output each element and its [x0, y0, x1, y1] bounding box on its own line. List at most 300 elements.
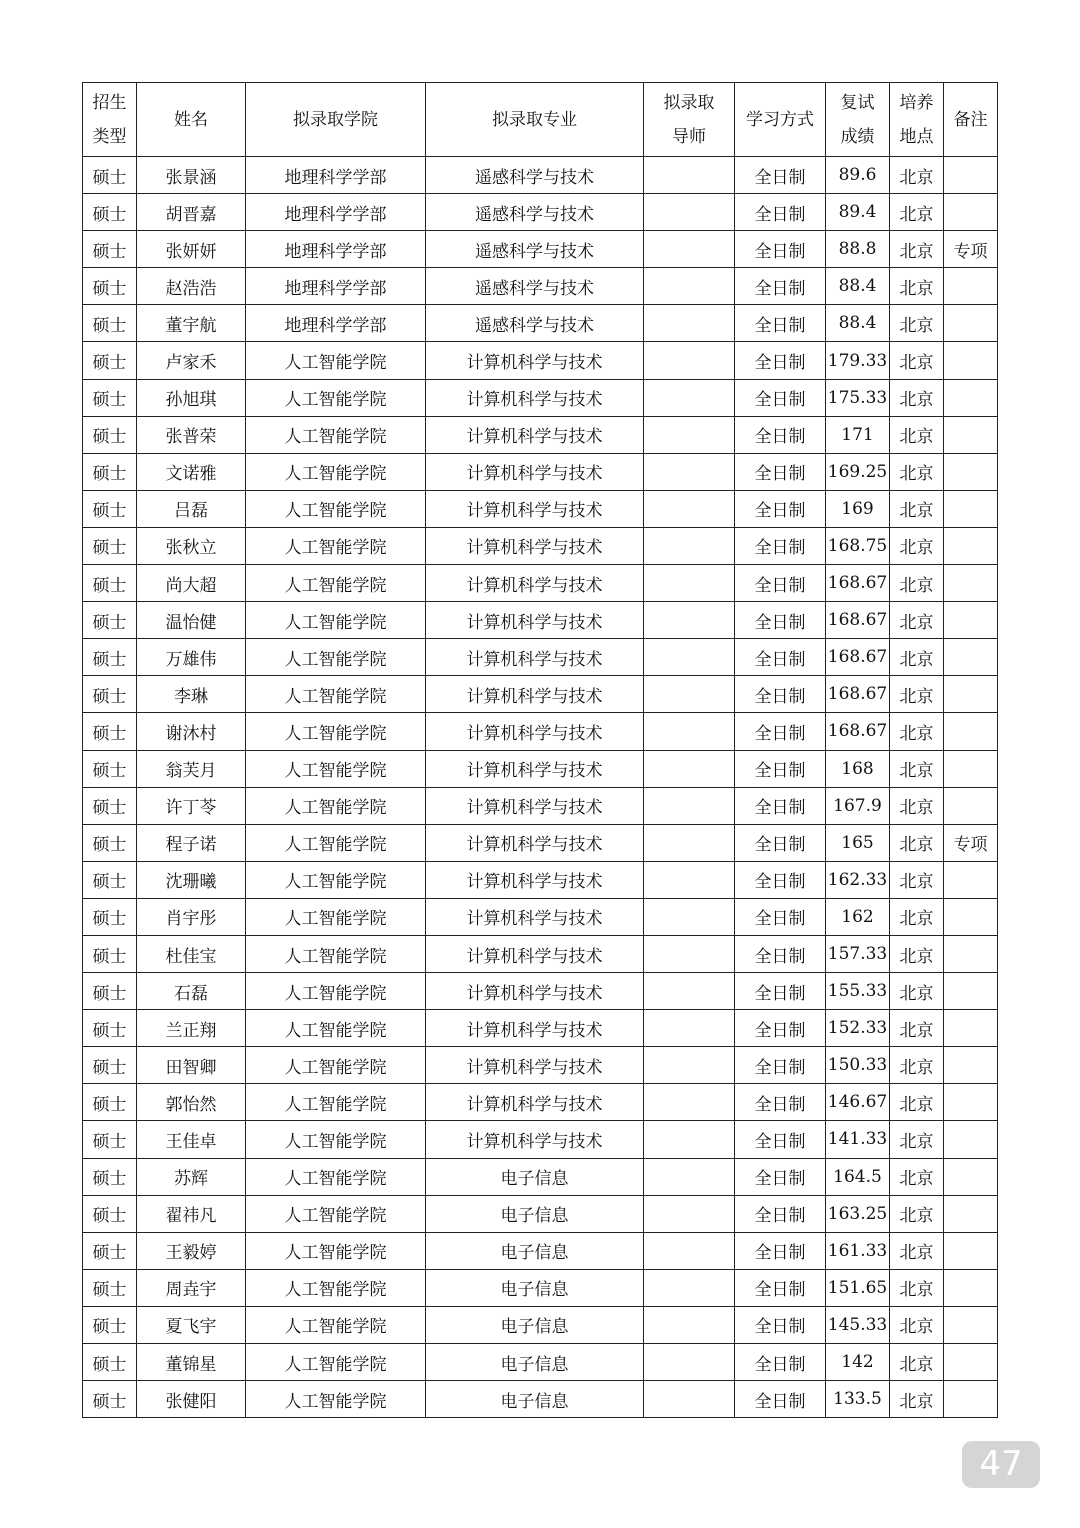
cell-location: 北京 [890, 1232, 944, 1269]
header-type: 招生 类型 [83, 83, 137, 157]
cell-advisor [644, 1047, 735, 1084]
header-college: 拟录取学院 [246, 83, 426, 157]
cell-type: 硕士 [83, 1121, 137, 1158]
cell-note [944, 1306, 998, 1343]
cell-name: 张妍妍 [137, 231, 246, 268]
cell-location: 北京 [890, 268, 944, 305]
cell-name: 文诺雅 [137, 453, 246, 490]
cell-mode: 全日制 [735, 750, 826, 787]
table-row [83, 231, 998, 268]
header-name: 姓名 [137, 83, 246, 157]
cell-advisor [644, 268, 735, 305]
cell-type: 硕士 [83, 268, 137, 305]
table-row [83, 750, 998, 787]
cell-major: 计算机科学与技术 [426, 676, 644, 713]
cell-mode: 全日制 [735, 935, 826, 972]
cell-score: 88.4 [826, 268, 890, 305]
cell-score: 168.67 [826, 713, 890, 750]
table-row [83, 898, 998, 935]
cell-name: 张景涵 [137, 157, 246, 194]
cell-location: 北京 [890, 157, 944, 194]
cell-score: 150.33 [826, 1047, 890, 1084]
cell-location: 北京 [890, 565, 944, 602]
cell-name: 田智卿 [137, 1047, 246, 1084]
cell-type: 硕士 [83, 157, 137, 194]
cell-major: 计算机科学与技术 [426, 787, 644, 824]
cell-name: 张秋立 [137, 527, 246, 564]
cell-college: 人工智能学院 [246, 1269, 426, 1306]
cell-name: 许丁苓 [137, 787, 246, 824]
cell-college: 人工智能学院 [246, 602, 426, 639]
cell-major: 电子信息 [426, 1381, 644, 1418]
cell-location: 北京 [890, 1344, 944, 1381]
cell-college: 人工智能学院 [246, 1158, 426, 1195]
cell-advisor [644, 1121, 735, 1158]
cell-note [944, 1158, 998, 1195]
table-row [83, 1047, 998, 1084]
cell-major: 计算机科学与技术 [426, 342, 644, 379]
cell-major: 电子信息 [426, 1158, 644, 1195]
cell-type: 硕士 [83, 1269, 137, 1306]
cell-major: 计算机科学与技术 [426, 416, 644, 453]
cell-advisor [644, 305, 735, 342]
table-row [83, 1344, 998, 1381]
cell-name: 兰正翔 [137, 1010, 246, 1047]
cell-score: 168.75 [826, 527, 890, 564]
cell-college: 地理科学学部 [246, 231, 426, 268]
cell-college: 人工智能学院 [246, 379, 426, 416]
header-note: 备注 [944, 83, 998, 157]
cell-note: 专项 [944, 231, 998, 268]
cell-type: 硕士 [83, 1195, 137, 1232]
cell-note: 专项 [944, 824, 998, 861]
cell-mode: 全日制 [735, 1344, 826, 1381]
header-advisor: 拟录取 导师 [644, 83, 735, 157]
header-score: 复试 成绩 [826, 83, 890, 157]
cell-note [944, 1232, 998, 1269]
cell-major: 计算机科学与技术 [426, 1047, 644, 1084]
table-row [83, 527, 998, 564]
cell-location: 北京 [890, 676, 944, 713]
cell-score: 152.33 [826, 1010, 890, 1047]
cell-advisor [644, 416, 735, 453]
cell-advisor [644, 453, 735, 490]
page-number-badge: 47 [962, 1441, 1040, 1488]
table-row [83, 1381, 998, 1418]
cell-location: 北京 [890, 453, 944, 490]
cell-location: 北京 [890, 973, 944, 1010]
cell-score: 133.5 [826, 1381, 890, 1418]
cell-college: 人工智能学院 [246, 861, 426, 898]
cell-score: 168.67 [826, 602, 890, 639]
cell-mode: 全日制 [735, 1232, 826, 1269]
cell-score: 168.67 [826, 565, 890, 602]
cell-advisor [644, 565, 735, 602]
cell-college: 人工智能学院 [246, 1232, 426, 1269]
cell-college: 人工智能学院 [246, 1010, 426, 1047]
cell-note [944, 379, 998, 416]
cell-location: 北京 [890, 898, 944, 935]
cell-location: 北京 [890, 1195, 944, 1232]
table-row [83, 342, 998, 379]
cell-advisor [644, 157, 735, 194]
cell-score: 179.33 [826, 342, 890, 379]
cell-major: 遥感科学与技术 [426, 268, 644, 305]
cell-location: 北京 [890, 750, 944, 787]
cell-advisor [644, 379, 735, 416]
cell-mode: 全日制 [735, 1381, 826, 1418]
cell-major: 计算机科学与技术 [426, 639, 644, 676]
cell-note [944, 416, 998, 453]
cell-college: 地理科学学部 [246, 194, 426, 231]
cell-score: 164.5 [826, 1158, 890, 1195]
cell-score: 161.33 [826, 1232, 890, 1269]
cell-advisor [644, 787, 735, 824]
cell-name: 王毅婷 [137, 1232, 246, 1269]
cell-score: 163.25 [826, 1195, 890, 1232]
cell-college: 人工智能学院 [246, 787, 426, 824]
cell-mode: 全日制 [735, 416, 826, 453]
cell-college: 人工智能学院 [246, 713, 426, 750]
table-row [83, 787, 998, 824]
table-row [83, 416, 998, 453]
cell-mode: 全日制 [735, 639, 826, 676]
cell-type: 硕士 [83, 861, 137, 898]
cell-mode: 全日制 [735, 305, 826, 342]
cell-college: 人工智能学院 [246, 453, 426, 490]
cell-major: 遥感科学与技术 [426, 231, 644, 268]
cell-advisor [644, 342, 735, 379]
header-mode: 学习方式 [735, 83, 826, 157]
cell-major: 计算机科学与技术 [426, 824, 644, 861]
cell-location: 北京 [890, 1047, 944, 1084]
cell-note [944, 935, 998, 972]
cell-note [944, 1344, 998, 1381]
cell-location: 北京 [890, 305, 944, 342]
cell-note [944, 453, 998, 490]
cell-note [944, 1381, 998, 1418]
cell-location: 北京 [890, 713, 944, 750]
cell-name: 尚大超 [137, 565, 246, 602]
cell-score: 168.67 [826, 676, 890, 713]
cell-note [944, 713, 998, 750]
cell-name: 郭怡然 [137, 1084, 246, 1121]
cell-location: 北京 [890, 1084, 944, 1121]
cell-advisor [644, 1381, 735, 1418]
table-row [83, 1195, 998, 1232]
cell-location: 北京 [890, 342, 944, 379]
cell-note [944, 157, 998, 194]
cell-type: 硕士 [83, 824, 137, 861]
cell-mode: 全日制 [735, 861, 826, 898]
cell-note [944, 490, 998, 527]
table-row [83, 157, 998, 194]
cell-name: 温怡健 [137, 602, 246, 639]
cell-location: 北京 [890, 639, 944, 676]
cell-major: 遥感科学与技术 [426, 157, 644, 194]
cell-advisor [644, 935, 735, 972]
cell-major: 计算机科学与技术 [426, 935, 644, 972]
cell-location: 北京 [890, 1306, 944, 1343]
table-row [83, 639, 998, 676]
cell-note [944, 861, 998, 898]
cell-location: 北京 [890, 1158, 944, 1195]
cell-score: 155.33 [826, 973, 890, 1010]
cell-college: 人工智能学院 [246, 1121, 426, 1158]
cell-college: 人工智能学院 [246, 1195, 426, 1232]
cell-name: 孙旭琪 [137, 379, 246, 416]
cell-college: 人工智能学院 [246, 1381, 426, 1418]
cell-advisor [644, 1344, 735, 1381]
cell-name: 张普荣 [137, 416, 246, 453]
cell-score: 169.25 [826, 453, 890, 490]
cell-advisor [644, 713, 735, 750]
cell-type: 硕士 [83, 342, 137, 379]
cell-mode: 全日制 [735, 602, 826, 639]
cell-note [944, 1195, 998, 1232]
cell-type: 硕士 [83, 1047, 137, 1084]
cell-name: 谢沐村 [137, 713, 246, 750]
cell-type: 硕士 [83, 379, 137, 416]
cell-mode: 全日制 [735, 973, 826, 1010]
table-row [83, 565, 998, 602]
cell-advisor [644, 1306, 735, 1343]
cell-name: 李琳 [137, 676, 246, 713]
cell-advisor [644, 1010, 735, 1047]
cell-major: 计算机科学与技术 [426, 898, 644, 935]
cell-location: 北京 [890, 416, 944, 453]
cell-score: 162 [826, 898, 890, 935]
cell-score: 151.65 [826, 1269, 890, 1306]
cell-type: 硕士 [83, 787, 137, 824]
cell-mode: 全日制 [735, 1269, 826, 1306]
cell-name: 石磊 [137, 973, 246, 1010]
cell-mode: 全日制 [735, 565, 826, 602]
cell-major: 计算机科学与技术 [426, 1084, 644, 1121]
cell-location: 北京 [890, 527, 944, 564]
table-row [83, 1158, 998, 1195]
cell-score: 89.6 [826, 157, 890, 194]
cell-college: 人工智能学院 [246, 973, 426, 1010]
cell-type: 硕士 [83, 750, 137, 787]
cell-note [944, 639, 998, 676]
table-row [83, 490, 998, 527]
cell-college: 人工智能学院 [246, 490, 426, 527]
cell-score: 171 [826, 416, 890, 453]
cell-name: 程子诺 [137, 824, 246, 861]
cell-type: 硕士 [83, 713, 137, 750]
cell-score: 142 [826, 1344, 890, 1381]
cell-note [944, 1010, 998, 1047]
cell-note [944, 1047, 998, 1084]
cell-advisor [644, 973, 735, 1010]
cell-mode: 全日制 [735, 342, 826, 379]
table-row [83, 453, 998, 490]
cell-college: 人工智能学院 [246, 1306, 426, 1343]
cell-type: 硕士 [83, 1158, 137, 1195]
cell-type: 硕士 [83, 1344, 137, 1381]
cell-major: 计算机科学与技术 [426, 973, 644, 1010]
cell-college: 人工智能学院 [246, 342, 426, 379]
cell-mode: 全日制 [735, 157, 826, 194]
cell-name: 卢家禾 [137, 342, 246, 379]
cell-type: 硕士 [83, 602, 137, 639]
cell-advisor [644, 1232, 735, 1269]
cell-mode: 全日制 [735, 676, 826, 713]
cell-type: 硕士 [83, 527, 137, 564]
cell-major: 遥感科学与技术 [426, 194, 644, 231]
cell-mode: 全日制 [735, 1306, 826, 1343]
cell-score: 167.9 [826, 787, 890, 824]
table-row [83, 676, 998, 713]
cell-college: 地理科学学部 [246, 305, 426, 342]
cell-note [944, 268, 998, 305]
cell-college: 人工智能学院 [246, 750, 426, 787]
cell-advisor [644, 861, 735, 898]
table-row [83, 305, 998, 342]
cell-type: 硕士 [83, 973, 137, 1010]
cell-major: 遥感科学与技术 [426, 305, 644, 342]
table-body [83, 157, 998, 1418]
cell-advisor [644, 750, 735, 787]
cell-name: 万雄伟 [137, 639, 246, 676]
cell-score: 168 [826, 750, 890, 787]
cell-major: 电子信息 [426, 1344, 644, 1381]
cell-mode: 全日制 [735, 379, 826, 416]
cell-type: 硕士 [83, 565, 137, 602]
cell-advisor [644, 527, 735, 564]
cell-location: 北京 [890, 602, 944, 639]
cell-name: 周垚宇 [137, 1269, 246, 1306]
cell-advisor [644, 639, 735, 676]
cell-location: 北京 [890, 231, 944, 268]
cell-advisor [644, 676, 735, 713]
cell-advisor [644, 490, 735, 527]
cell-advisor [644, 231, 735, 268]
cell-advisor [644, 824, 735, 861]
cell-mode: 全日制 [735, 824, 826, 861]
cell-college: 人工智能学院 [246, 416, 426, 453]
cell-location: 北京 [890, 1381, 944, 1418]
table-row [83, 1306, 998, 1343]
table-row [83, 1121, 998, 1158]
cell-note [944, 194, 998, 231]
cell-location: 北京 [890, 824, 944, 861]
cell-type: 硕士 [83, 453, 137, 490]
cell-major: 计算机科学与技术 [426, 379, 644, 416]
cell-college: 地理科学学部 [246, 268, 426, 305]
cell-name: 苏辉 [137, 1158, 246, 1195]
table-row [83, 268, 998, 305]
cell-advisor [644, 1195, 735, 1232]
cell-name: 王佳卓 [137, 1121, 246, 1158]
cell-mode: 全日制 [735, 1158, 826, 1195]
cell-type: 硕士 [83, 231, 137, 268]
table-header-row [83, 83, 998, 157]
cell-name: 杜佳宝 [137, 935, 246, 972]
cell-name: 夏飞宇 [137, 1306, 246, 1343]
cell-note [944, 1121, 998, 1158]
cell-type: 硕士 [83, 935, 137, 972]
cell-location: 北京 [890, 1121, 944, 1158]
cell-college: 人工智能学院 [246, 824, 426, 861]
cell-major: 电子信息 [426, 1232, 644, 1269]
cell-score: 169 [826, 490, 890, 527]
cell-name: 沈珊曦 [137, 861, 246, 898]
cell-college: 人工智能学院 [246, 898, 426, 935]
cell-major: 电子信息 [426, 1306, 644, 1343]
cell-note [944, 676, 998, 713]
cell-major: 电子信息 [426, 1269, 644, 1306]
cell-mode: 全日制 [735, 1010, 826, 1047]
cell-college: 人工智能学院 [246, 527, 426, 564]
cell-mode: 全日制 [735, 1195, 826, 1232]
cell-type: 硕士 [83, 490, 137, 527]
table-row [83, 602, 998, 639]
cell-note [944, 973, 998, 1010]
cell-location: 北京 [890, 194, 944, 231]
cell-advisor [644, 1158, 735, 1195]
cell-score: 145.33 [826, 1306, 890, 1343]
cell-advisor [644, 194, 735, 231]
cell-major: 计算机科学与技术 [426, 565, 644, 602]
cell-name: 翁芙月 [137, 750, 246, 787]
cell-score: 175.33 [826, 379, 890, 416]
cell-mode: 全日制 [735, 1047, 826, 1084]
cell-score: 162.33 [826, 861, 890, 898]
cell-score: 89.4 [826, 194, 890, 231]
cell-note [944, 342, 998, 379]
cell-note [944, 305, 998, 342]
admission-table [82, 82, 998, 1418]
cell-score: 157.33 [826, 935, 890, 972]
cell-name: 翟祎凡 [137, 1195, 246, 1232]
table-row [83, 1232, 998, 1269]
cell-college: 人工智能学院 [246, 1084, 426, 1121]
cell-score: 141.33 [826, 1121, 890, 1158]
cell-type: 硕士 [83, 305, 137, 342]
header-major: 拟录取专业 [426, 83, 644, 157]
cell-score: 88.4 [826, 305, 890, 342]
cell-note [944, 602, 998, 639]
cell-note [944, 787, 998, 824]
cell-location: 北京 [890, 1269, 944, 1306]
table-row [83, 1010, 998, 1047]
cell-name: 肖宇彤 [137, 898, 246, 935]
cell-type: 硕士 [83, 898, 137, 935]
cell-score: 146.67 [826, 1084, 890, 1121]
cell-type: 硕士 [83, 676, 137, 713]
cell-advisor [644, 1084, 735, 1121]
cell-score: 168.67 [826, 639, 890, 676]
table-row [83, 1269, 998, 1306]
cell-type: 硕士 [83, 194, 137, 231]
cell-location: 北京 [890, 935, 944, 972]
cell-advisor [644, 602, 735, 639]
cell-score: 88.8 [826, 231, 890, 268]
cell-location: 北京 [890, 1010, 944, 1047]
cell-major: 计算机科学与技术 [426, 1010, 644, 1047]
cell-major: 电子信息 [426, 1195, 644, 1232]
cell-name: 吕磊 [137, 490, 246, 527]
cell-name: 赵浩浩 [137, 268, 246, 305]
cell-location: 北京 [890, 861, 944, 898]
cell-type: 硕士 [83, 1084, 137, 1121]
cell-location: 北京 [890, 490, 944, 527]
cell-major: 计算机科学与技术 [426, 1121, 644, 1158]
cell-type: 硕士 [83, 1381, 137, 1418]
cell-major: 计算机科学与技术 [426, 527, 644, 564]
